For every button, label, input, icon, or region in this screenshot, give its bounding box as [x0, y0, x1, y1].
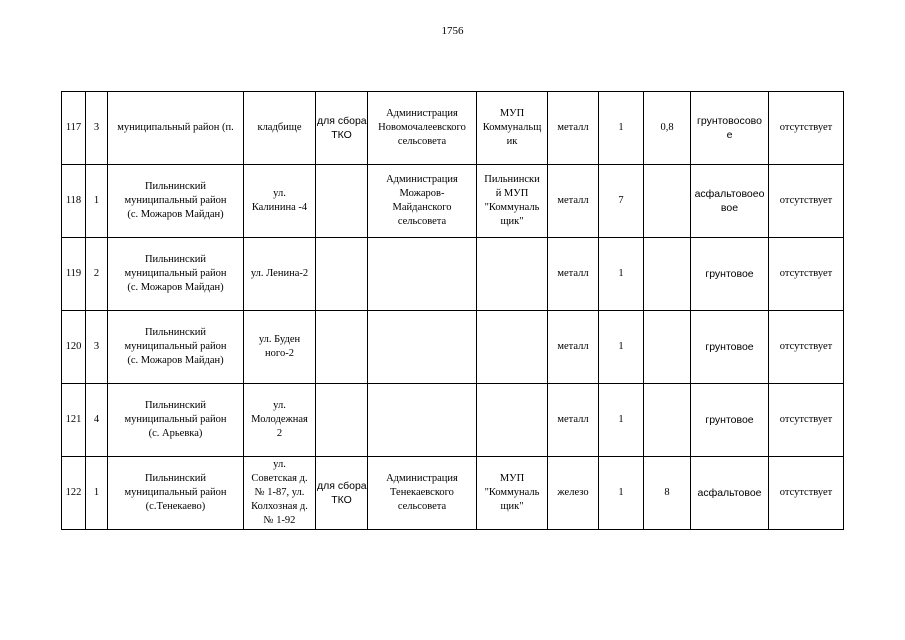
container-count-cell: 7 — [599, 165, 644, 238]
purpose-line: ТКО — [331, 494, 352, 506]
district-line: Пильнинский — [144, 181, 207, 192]
fence-cell: отсутствует — [769, 165, 844, 238]
location-line: № 1-87, ул. — [254, 487, 305, 498]
surface-line: вое — [720, 202, 739, 214]
location-cell — [244, 238, 316, 311]
row-number-cell: 122 — [62, 457, 86, 530]
operator-cell — [477, 165, 548, 238]
location-cell — [244, 165, 316, 238]
surface-line: грунтовосово — [697, 115, 762, 127]
surface-line: грунтовое — [705, 268, 754, 280]
row-number-cell: 120 — [62, 311, 86, 384]
owner-cell — [368, 457, 477, 530]
row-number-cell: 121 — [62, 384, 86, 457]
location-line: ул. — [273, 400, 286, 411]
owner-line: Можаров- — [399, 188, 445, 199]
container-count-cell: 1 — [599, 384, 644, 457]
location-line: ул. Ленина-2 — [250, 268, 309, 279]
operator-line: МУП — [499, 473, 525, 484]
surface-line: е — [726, 129, 733, 141]
material-cell: железо — [548, 457, 599, 530]
table-row — [62, 238, 844, 311]
owner-line: Новомочалеевского — [378, 122, 466, 133]
district-cell — [108, 311, 244, 384]
location-line: Советская д. — [251, 473, 308, 484]
fence-cell: отсутствует — [769, 311, 844, 384]
district-line: (с. Можаров Майдан) — [127, 355, 224, 366]
location-cell — [244, 92, 316, 165]
location-line: ул. Буден — [258, 334, 301, 345]
fence-cell: отсутствует — [769, 92, 844, 165]
district-line: муниципальный район — [124, 487, 227, 498]
location-cell — [244, 457, 316, 530]
purpose-line: для сбора — [317, 115, 367, 127]
district-line: Пильнинский — [144, 327, 207, 338]
table-row — [62, 457, 844, 530]
district-cell — [108, 92, 244, 165]
purpose-cell — [316, 311, 368, 384]
surface-line: грунтовое — [705, 414, 754, 426]
volume-cell: 0,8 — [644, 92, 691, 165]
table-row — [62, 92, 844, 165]
operator-line: ик — [506, 136, 518, 147]
owner-line: Администрация — [386, 108, 458, 119]
fence-cell: отсутствует — [769, 384, 844, 457]
district-line: муниципальный район — [124, 268, 227, 279]
owner-cell — [368, 384, 477, 457]
purpose-cell — [316, 384, 368, 457]
operator-line: МУП — [499, 108, 525, 119]
container-count-cell: 1 — [599, 238, 644, 311]
location-line: Молодежная — [251, 414, 308, 425]
row-number-cell: 117 — [62, 92, 86, 165]
purpose-cell — [316, 457, 368, 530]
container-count-cell: 1 — [599, 457, 644, 530]
material-cell: металл — [548, 384, 599, 457]
location-line: ул. — [273, 188, 286, 199]
table-row — [62, 384, 844, 457]
location-cell — [244, 384, 316, 457]
owner-cell — [368, 311, 477, 384]
material-cell: металл — [548, 165, 599, 238]
location-line: кладбище — [257, 122, 302, 133]
owner-cell — [368, 238, 477, 311]
surface-cell — [691, 92, 769, 165]
operator-cell — [477, 457, 548, 530]
purpose-cell — [316, 238, 368, 311]
surface-line: асфальтовое — [697, 487, 762, 499]
owner-line: сельсовета — [397, 501, 447, 512]
surface-cell — [691, 384, 769, 457]
surface-cell — [691, 238, 769, 311]
district-line: (с. Можаров Майдан) — [127, 209, 224, 220]
purpose-line: для сбора — [317, 480, 367, 492]
purpose-cell — [316, 92, 368, 165]
fence-cell: отсутствует — [769, 238, 844, 311]
owner-line: Тенекаевского — [390, 487, 454, 498]
operator-cell — [477, 311, 548, 384]
district-line: муниципальный район — [124, 195, 227, 206]
volume-cell — [644, 238, 691, 311]
district-cell — [108, 165, 244, 238]
district-line: (с.Тенекаево) — [145, 501, 206, 512]
purpose-line: ТКО — [331, 129, 352, 141]
purpose-cell — [316, 165, 368, 238]
district-cell — [108, 384, 244, 457]
owner-line: сельсовета — [397, 136, 447, 147]
sub-number-cell: 1 — [86, 457, 108, 530]
sub-number-cell: 2 — [86, 238, 108, 311]
waste-sites-table — [61, 91, 844, 530]
district-cell — [108, 457, 244, 530]
container-count-cell: 1 — [599, 92, 644, 165]
operator-line: щик" — [500, 216, 524, 227]
owner-cell — [368, 165, 477, 238]
owner-line: сельсовета — [397, 216, 447, 227]
district-line: (с. Арьевка) — [148, 428, 203, 439]
fence-cell: отсутствует — [769, 457, 844, 530]
district-line: (с. Можаров Майдан) — [127, 282, 224, 293]
row-number-cell: 118 — [62, 165, 86, 238]
operator-line: "Коммуналь — [484, 487, 540, 498]
surface-cell — [691, 311, 769, 384]
district-cell — [108, 238, 244, 311]
location-line: 2 — [276, 428, 283, 439]
material-cell: металл — [548, 311, 599, 384]
operator-cell — [477, 238, 548, 311]
volume-cell: 8 — [644, 457, 691, 530]
operator-line: й МУП — [495, 188, 529, 199]
location-line: Колхозная д. — [251, 501, 308, 512]
sub-number-cell: 4 — [86, 384, 108, 457]
district-line: Пильнинский — [144, 254, 207, 265]
operator-line: Коммунальщ — [482, 122, 542, 133]
owner-line: Администрация — [386, 473, 458, 484]
owner-line: Администрация — [386, 174, 458, 185]
location-cell — [244, 311, 316, 384]
table-body — [62, 92, 844, 530]
surface-line: грунтовое — [705, 341, 754, 353]
row-number-cell: 119 — [62, 238, 86, 311]
operator-line: "Коммуналь — [484, 202, 540, 213]
container-count-cell: 1 — [599, 311, 644, 384]
district-line: Пильнинский — [144, 400, 207, 411]
volume-cell — [644, 165, 691, 238]
sub-number-cell: 3 — [86, 311, 108, 384]
location-line: № 1-92 — [263, 515, 296, 526]
operator-cell — [477, 384, 548, 457]
owner-cell — [368, 92, 477, 165]
district-line: муниципальный район — [124, 414, 227, 425]
location-line: ул. — [273, 459, 286, 470]
material-cell: металл — [548, 238, 599, 311]
surface-cell — [691, 457, 769, 530]
volume-cell — [644, 384, 691, 457]
sub-number-cell: 1 — [86, 165, 108, 238]
volume-cell — [644, 311, 691, 384]
table-row — [62, 311, 844, 384]
district-line: муниципальный район (п. — [117, 122, 234, 133]
sub-number-cell: 3 — [86, 92, 108, 165]
location-line: Калинина -4 — [251, 202, 308, 213]
surface-line: асфальтовоео — [694, 188, 765, 200]
owner-line: Майданского — [392, 202, 452, 213]
district-line: Пильнинский — [144, 473, 207, 484]
table-row — [62, 165, 844, 238]
operator-line: Пильнински — [484, 174, 540, 185]
surface-cell — [691, 165, 769, 238]
material-cell: металл — [548, 92, 599, 165]
operator-cell — [477, 92, 548, 165]
operator-line: щик" — [500, 501, 524, 512]
location-line: ного-2 — [265, 348, 294, 359]
page-number: 1756 — [441, 25, 464, 37]
district-line: муниципальный район — [124, 341, 227, 352]
